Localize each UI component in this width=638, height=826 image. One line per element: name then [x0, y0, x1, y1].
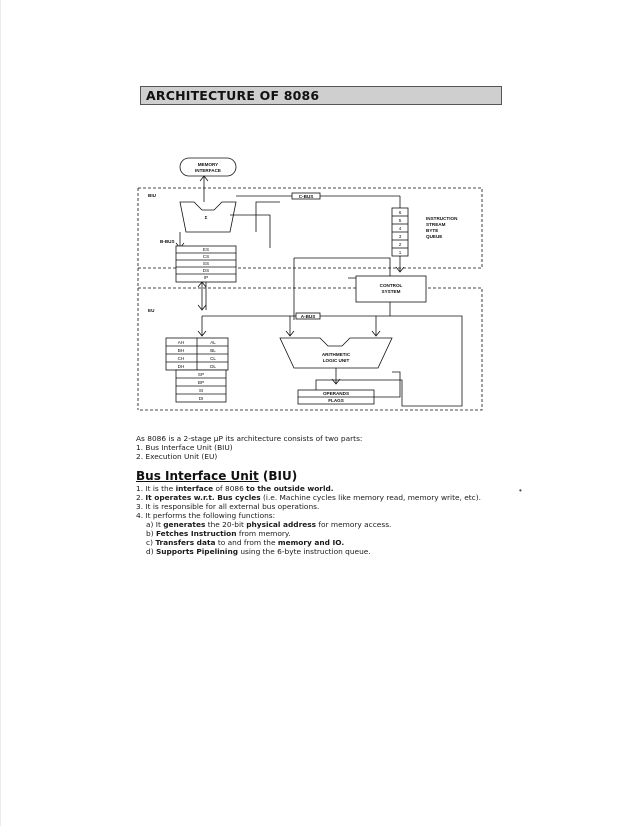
register-ss: SS	[202, 261, 210, 266]
register-es: ES	[202, 247, 210, 252]
control-system-label-1: CONTROL	[379, 283, 403, 288]
queue-label-1: INSTRUCTION	[426, 216, 458, 221]
register-bl: BL	[210, 348, 216, 353]
queue-slot-3: 3	[398, 234, 402, 239]
alu-label-1: ARITHMETIC	[321, 352, 351, 357]
register-al: AL	[210, 340, 216, 345]
queue-slot-1: 1	[398, 250, 402, 255]
memory-interface-label-2: INTERFACE	[194, 168, 222, 173]
alu-label-2: LOGIC UNIT	[322, 358, 350, 363]
flags-label: FLAGS	[328, 398, 344, 403]
register-ip: IP	[203, 275, 209, 280]
register-di: DI	[198, 396, 204, 401]
sigma-label: Σ	[204, 215, 208, 220]
register-cs: CS	[202, 254, 210, 259]
intro-part-1: 1. Bus Interface Unit (BIU)	[136, 443, 233, 452]
memory-interface-box	[180, 158, 236, 176]
biu-heading	[136, 469, 297, 483]
biu-heading-suffix: (BIU)	[258, 469, 298, 483]
register-ch: CH	[177, 356, 185, 361]
queue-slot-2: 2	[398, 242, 402, 247]
biu-item-4: 4. It performs the following functions:	[136, 511, 276, 520]
intro-part-2: 2. Execution Unit (EU)	[136, 452, 218, 461]
biu-item-1: 1. It is the interface of 8086 to the outside world.	[136, 484, 334, 493]
biu-list	[136, 484, 481, 556]
c-bus-label: C-BUS	[298, 194, 314, 199]
register-bh: BH	[177, 348, 185, 353]
register-bp: BP	[197, 380, 205, 385]
biu-subitem-b: b) Fetches Instruction from memory.	[146, 529, 291, 538]
biu-subitem-a: a) It generates the 20-bit physical address for memory access.	[146, 520, 392, 529]
operands-label: OPERANDS	[322, 391, 350, 396]
queue-slot-5: 5	[398, 218, 402, 223]
register-ah: AH	[177, 340, 185, 345]
biu-item-3: 3. It is responsible for all external bus operations.	[136, 502, 320, 511]
register-dl: DL	[210, 364, 216, 369]
biu-subitem-d: d) Supports Pipelining using the 6-byte instruction queue.	[146, 547, 371, 556]
control-system-label-2: SYSTEM	[381, 289, 401, 294]
memory-interface-label-1: MEMORY	[197, 162, 219, 167]
queue-slot-4: 4	[398, 226, 402, 231]
register-sp: SP	[197, 372, 205, 377]
scan-mark: •	[519, 486, 522, 495]
register-cl: CL	[210, 356, 216, 361]
address-adder	[180, 202, 236, 232]
queue-label-3: BYTE	[426, 228, 439, 233]
register-dh: DH	[177, 364, 185, 369]
page-title: ARCHITECTURE OF 8086	[140, 86, 502, 105]
biu-subitem-c: c) Transfers data to and from the memory and IO.	[146, 538, 345, 547]
biu-item-2: 2. It operates w.r.t. Bus cycles (i.e. Machine cycles like memory read, memory write, etc).	[136, 493, 481, 502]
register-si: SI	[198, 388, 204, 393]
eu-label: EU	[148, 308, 155, 313]
queue-slot-6: 6	[398, 210, 402, 215]
intro-text	[136, 434, 362, 461]
register-ds: DS	[202, 268, 210, 273]
queue-label-2: STREAM	[426, 222, 446, 227]
queue-label-4: QUEUE	[426, 234, 443, 239]
biu-label: BIU	[148, 193, 156, 198]
intro-sentence: As 8086 is a 2-stage µP its architecture consists of two parts:	[136, 434, 363, 443]
biu-heading-title: Bus Interface Unit	[136, 469, 259, 483]
a-bus-label: A-BUS	[300, 314, 316, 319]
b-bus-label: B-BUS	[160, 239, 175, 244]
architecture-diagram	[130, 140, 502, 430]
